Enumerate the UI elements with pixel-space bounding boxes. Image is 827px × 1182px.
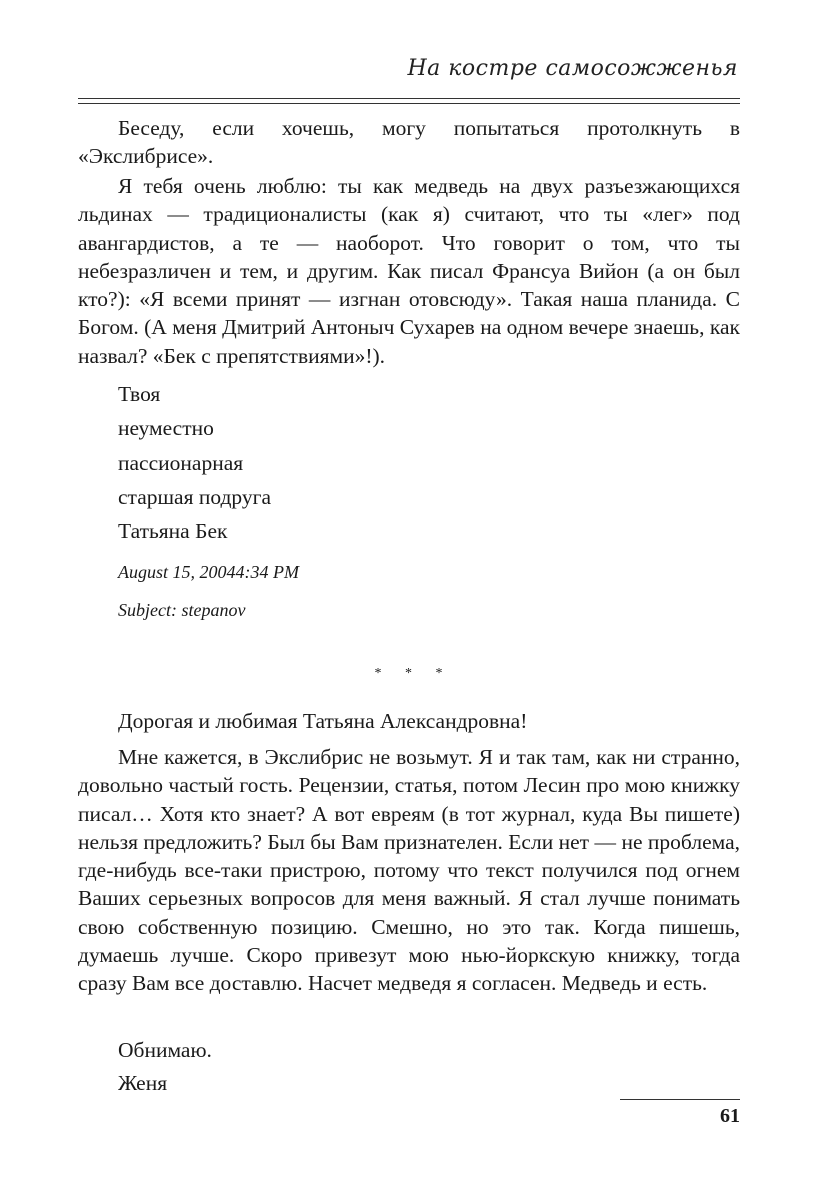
email-subject: Subject: stepanov bbox=[118, 600, 246, 620]
signature-line-2: неуместно bbox=[118, 416, 214, 440]
header-rule-thick bbox=[78, 98, 740, 99]
greeting: Дорогая и любимая Татьяна Александровна! bbox=[118, 709, 528, 733]
letter2-signature: Женя bbox=[118, 1071, 168, 1095]
running-title: На костре самосожженья bbox=[407, 56, 738, 81]
closing: Обнимаю. bbox=[118, 1038, 212, 1062]
paragraph-letter1-2: Я тебя очень люблю: ты как медведь на двух разъезжающихся льдинах — традиционалисты (как я) считают, что ты «лег» под авангардистов, а те — наоборот. Что говорит о том, что ты небезразличен и тем, и другим. Как писал Франсуа Вийон (а он был кто?): «Я всеми принят — изгнан отовсюду». Такая наша планида. С Богом. (А меня Дмитрий Антоныч Сухарев на одном вечере знаешь, как назвал? «Бек с препятствиями»!). bbox=[78, 174, 740, 368]
paragraph-letter2-body: Мне кажется, в Экслибрис не возьмут. Я и так там, как ни странно, довольно частый гость. Рецензии, статья, потом Лесин про мою книжку писал… Хотя кто знает? А вот евреям (в тот журнал, куда Вы пишете) нельзя предложить? Был бы Вам признателен. Если нет — не проблема, где-нибудь все-таки пристрою, потому что текст получился под огнем Ваших серьезных вопросов для меня важный. Я стал лучше понимать свою собственную позицию. Смешно, но это так. Когда пишешь, думаешь лучше. Скоро привезут мою нью-йоркскую книжку, тогда сразу Вам все доставлю. Насчет медведя я согласен. Медведь и есть. bbox=[78, 745, 740, 996]
paragraph-letter1-1: Беседу, если хочешь, могу попытаться протолкнуть в «Экслибрисе». bbox=[78, 116, 740, 169]
signature-line-1: Твоя bbox=[118, 382, 161, 406]
footer-rule bbox=[620, 1099, 740, 1100]
signature-name: Татьяна Бек bbox=[118, 519, 228, 543]
header-rule-thin bbox=[78, 103, 740, 104]
signature-line-4: старшая подруга bbox=[118, 485, 272, 509]
email-date: August 15, 20044:34 PM bbox=[118, 562, 299, 582]
section-separator: * * * bbox=[374, 666, 453, 681]
page-number: 61 bbox=[720, 1105, 740, 1127]
signature-line-3: пассионарная bbox=[118, 451, 244, 475]
